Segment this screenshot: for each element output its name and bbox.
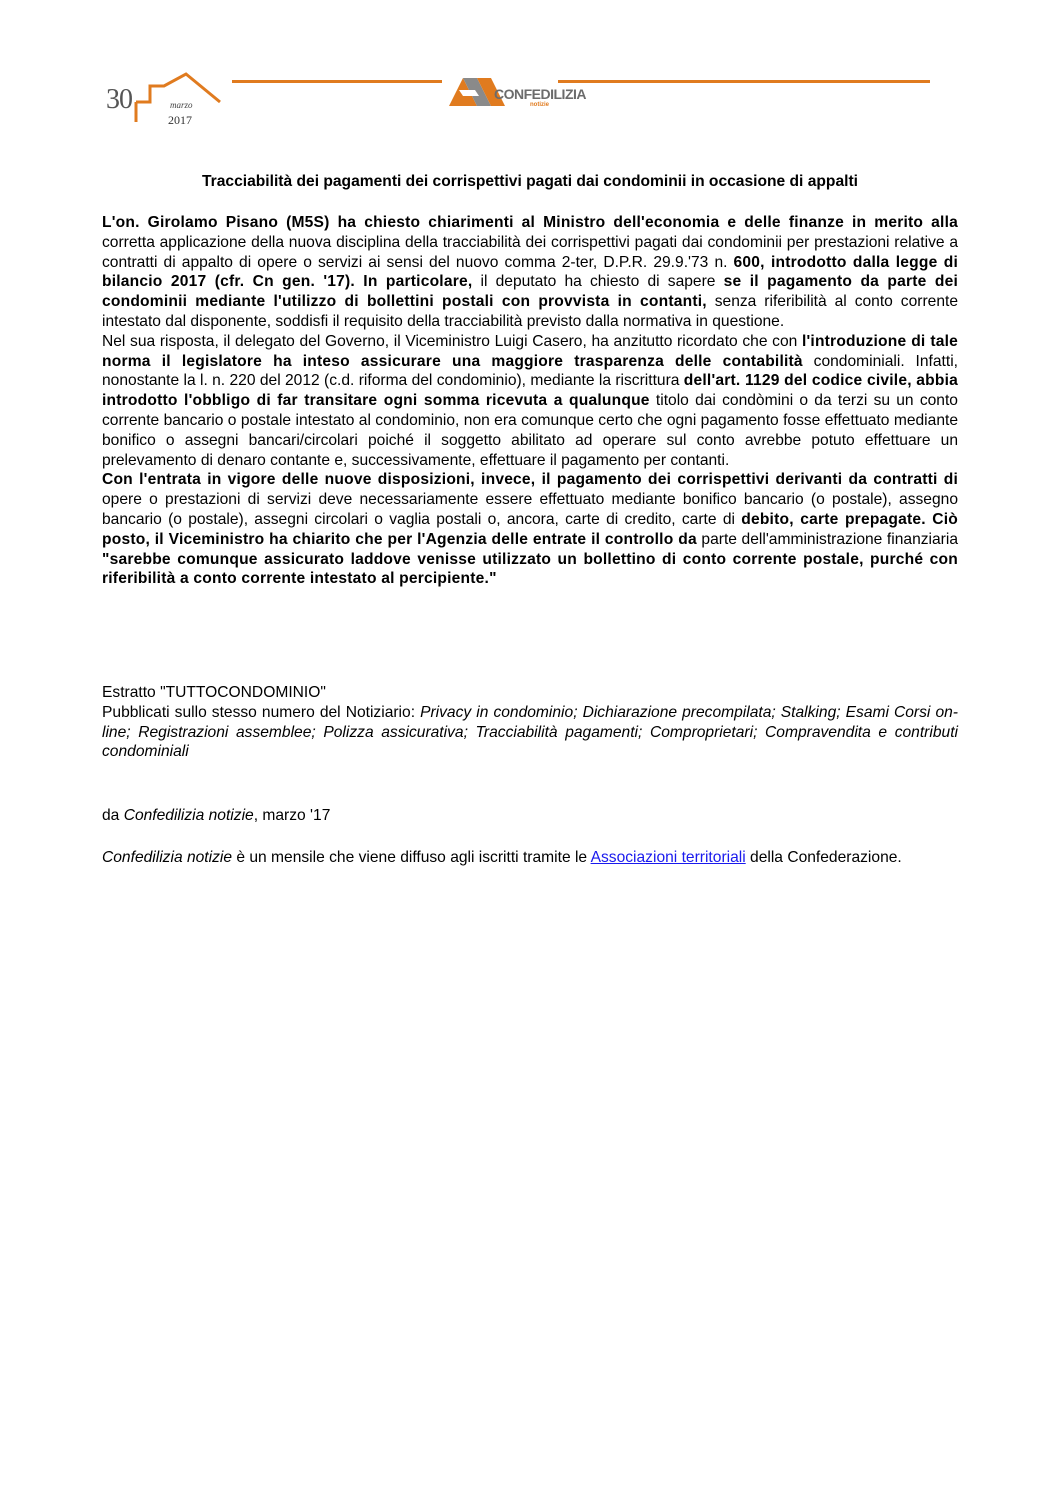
p2-text: Nel sua risposta, il delegato del Governo, il Viceministro Luigi Casero, ha anzitutto ricordato che con [102,332,802,350]
badge-year: 2017 [168,113,192,127]
p1-text-2: il deputato ha chiesto di sapere [472,273,724,291]
article-title: Tracciabilità dei pagamenti dei corrispettivi pagati dai condominii in occasione di appalti [202,173,858,190]
extract-section [102,683,958,762]
p3-text: opere o prestazioni di servizi deve necessariamente essere effettuato mediante bonifico bancario (o postale), assegno bancario (o postale), assegni circolari o vaglia postali o, ancora, carte di credito, carte di [102,491,958,528]
footer-text: è un mensile che viene diffuso agli iscritti tramite le [232,849,591,866]
p2-bold: l'introduzione di tale norma il legislatore ha inteso assicurare una maggiore trasparenza delle contabilità [102,332,958,370]
published-prefix: Pubblicati sullo stesso numero del Notiziario: [102,703,421,721]
p2-text-2: condominiali. Infatti, nonostante la l. n. 220 del 2012 (c.d. riforma del condominio), mediante la riscrittura [102,352,958,390]
source-publication: Confedilizia notizie [123,807,254,824]
p3-bold-2: debito, carte prepagate. Ciò posto, il Viceministro ha chiarito che per l'Agenzia delle entrate il controllo da [102,510,958,548]
p3-bold-3: "sarebbe comunque assicurato laddove venisse utilizzato un bollettino di conto corrente postale, purché con riferibilità a conto corrente intestato al percipiente." [102,550,958,588]
anniversary-badge [102,72,232,132]
logo-text: CONFEDILIZIA [494,86,586,102]
paragraph-3 [102,470,958,589]
p2-bold-2: dell'art. 1129 del codice civile, abbia introdotto l'obbligo di far transitare ogni somma ricevuta a qualunque [102,372,958,410]
extract-label: Estratto "TUTTOCONDOMINIO" [102,684,326,701]
published-list [102,703,958,762]
footer-note [102,848,958,868]
p1-bold: L'on. Girolamo Pisano (M5S) ha chiesto chiarimenti al Ministro dell'economia e delle finanze in merito alla [102,214,958,231]
header-rule-right [558,80,930,83]
badge-month: marzo [170,100,193,110]
p1-text: corretta applicazione della nuova disciplina della tracciabilità dei corrispettivi pagati dai condominii per prestazioni relative a contratti di appalto di opere o servizi ai sensi del nuovo comma 2-ter, D.P.R. 29.9.'73 n. [102,233,958,271]
footer-publication: Confedilizia notizie [102,849,233,866]
article-body [102,213,958,589]
header-rule-left [232,80,442,83]
paragraph-2 [102,332,958,471]
source-date: , marzo '17 [253,807,331,824]
published-items: Privacy in condominio; Dichiarazione precompilata; Stalking; Esami Corsi on-line; Registrazioni assemblee; Polizza assicurativa; Tracciabilità pagamenti; Comproprietari; Compravendita e contributi condominiali [102,703,958,761]
p1-bold-3: se il pagamento da parte dei condominii mediante l'utilizzo di bollettini postali con provvista in contanti, [102,273,959,311]
p1-text-3: senza riferibilità al conto corrente intestato dal disponente, soddisfi il requisito della tracciabilità previsto dalla normativa in questione. [102,293,959,330]
p3-text-2: parte dell'amministrazione finanziaria [696,530,958,548]
p3-bold: Con l'entrata in vigore delle nuove disposizioni, invece, il pagamento dei corrispettivi derivanti da contratti di [102,471,958,489]
logo-subtitle: notizie [530,102,549,108]
p2-text-3: titolo dai condòmini o da terzi su un conto corrente bancario o postale intestato al condominio, non era comunque certo che ogni pagamento fosse effettuato mediante bonifico o assegni bancari/circolari poiché il soggetto abilitato ad operare sul conto avrebbe potuto effettuare un prelevamento di denaro contante e, successivamente, effettuare il pagamento per contanti. [102,392,958,469]
source-line [102,806,958,826]
source-prefix: da [102,807,124,824]
footer-text-end: della Confederazione. [745,849,902,866]
p1-bold-2: 600, introdotto dalla legge di bilancio 2017 (cfr. Cn gen. '17). In particolare, [102,253,958,291]
paragraph-1 [102,213,958,332]
badge-number: 30 [106,84,132,115]
associazioni-territoriali-link[interactable]: Associazioni territoriali [590,849,746,866]
page-header [0,0,1058,140]
